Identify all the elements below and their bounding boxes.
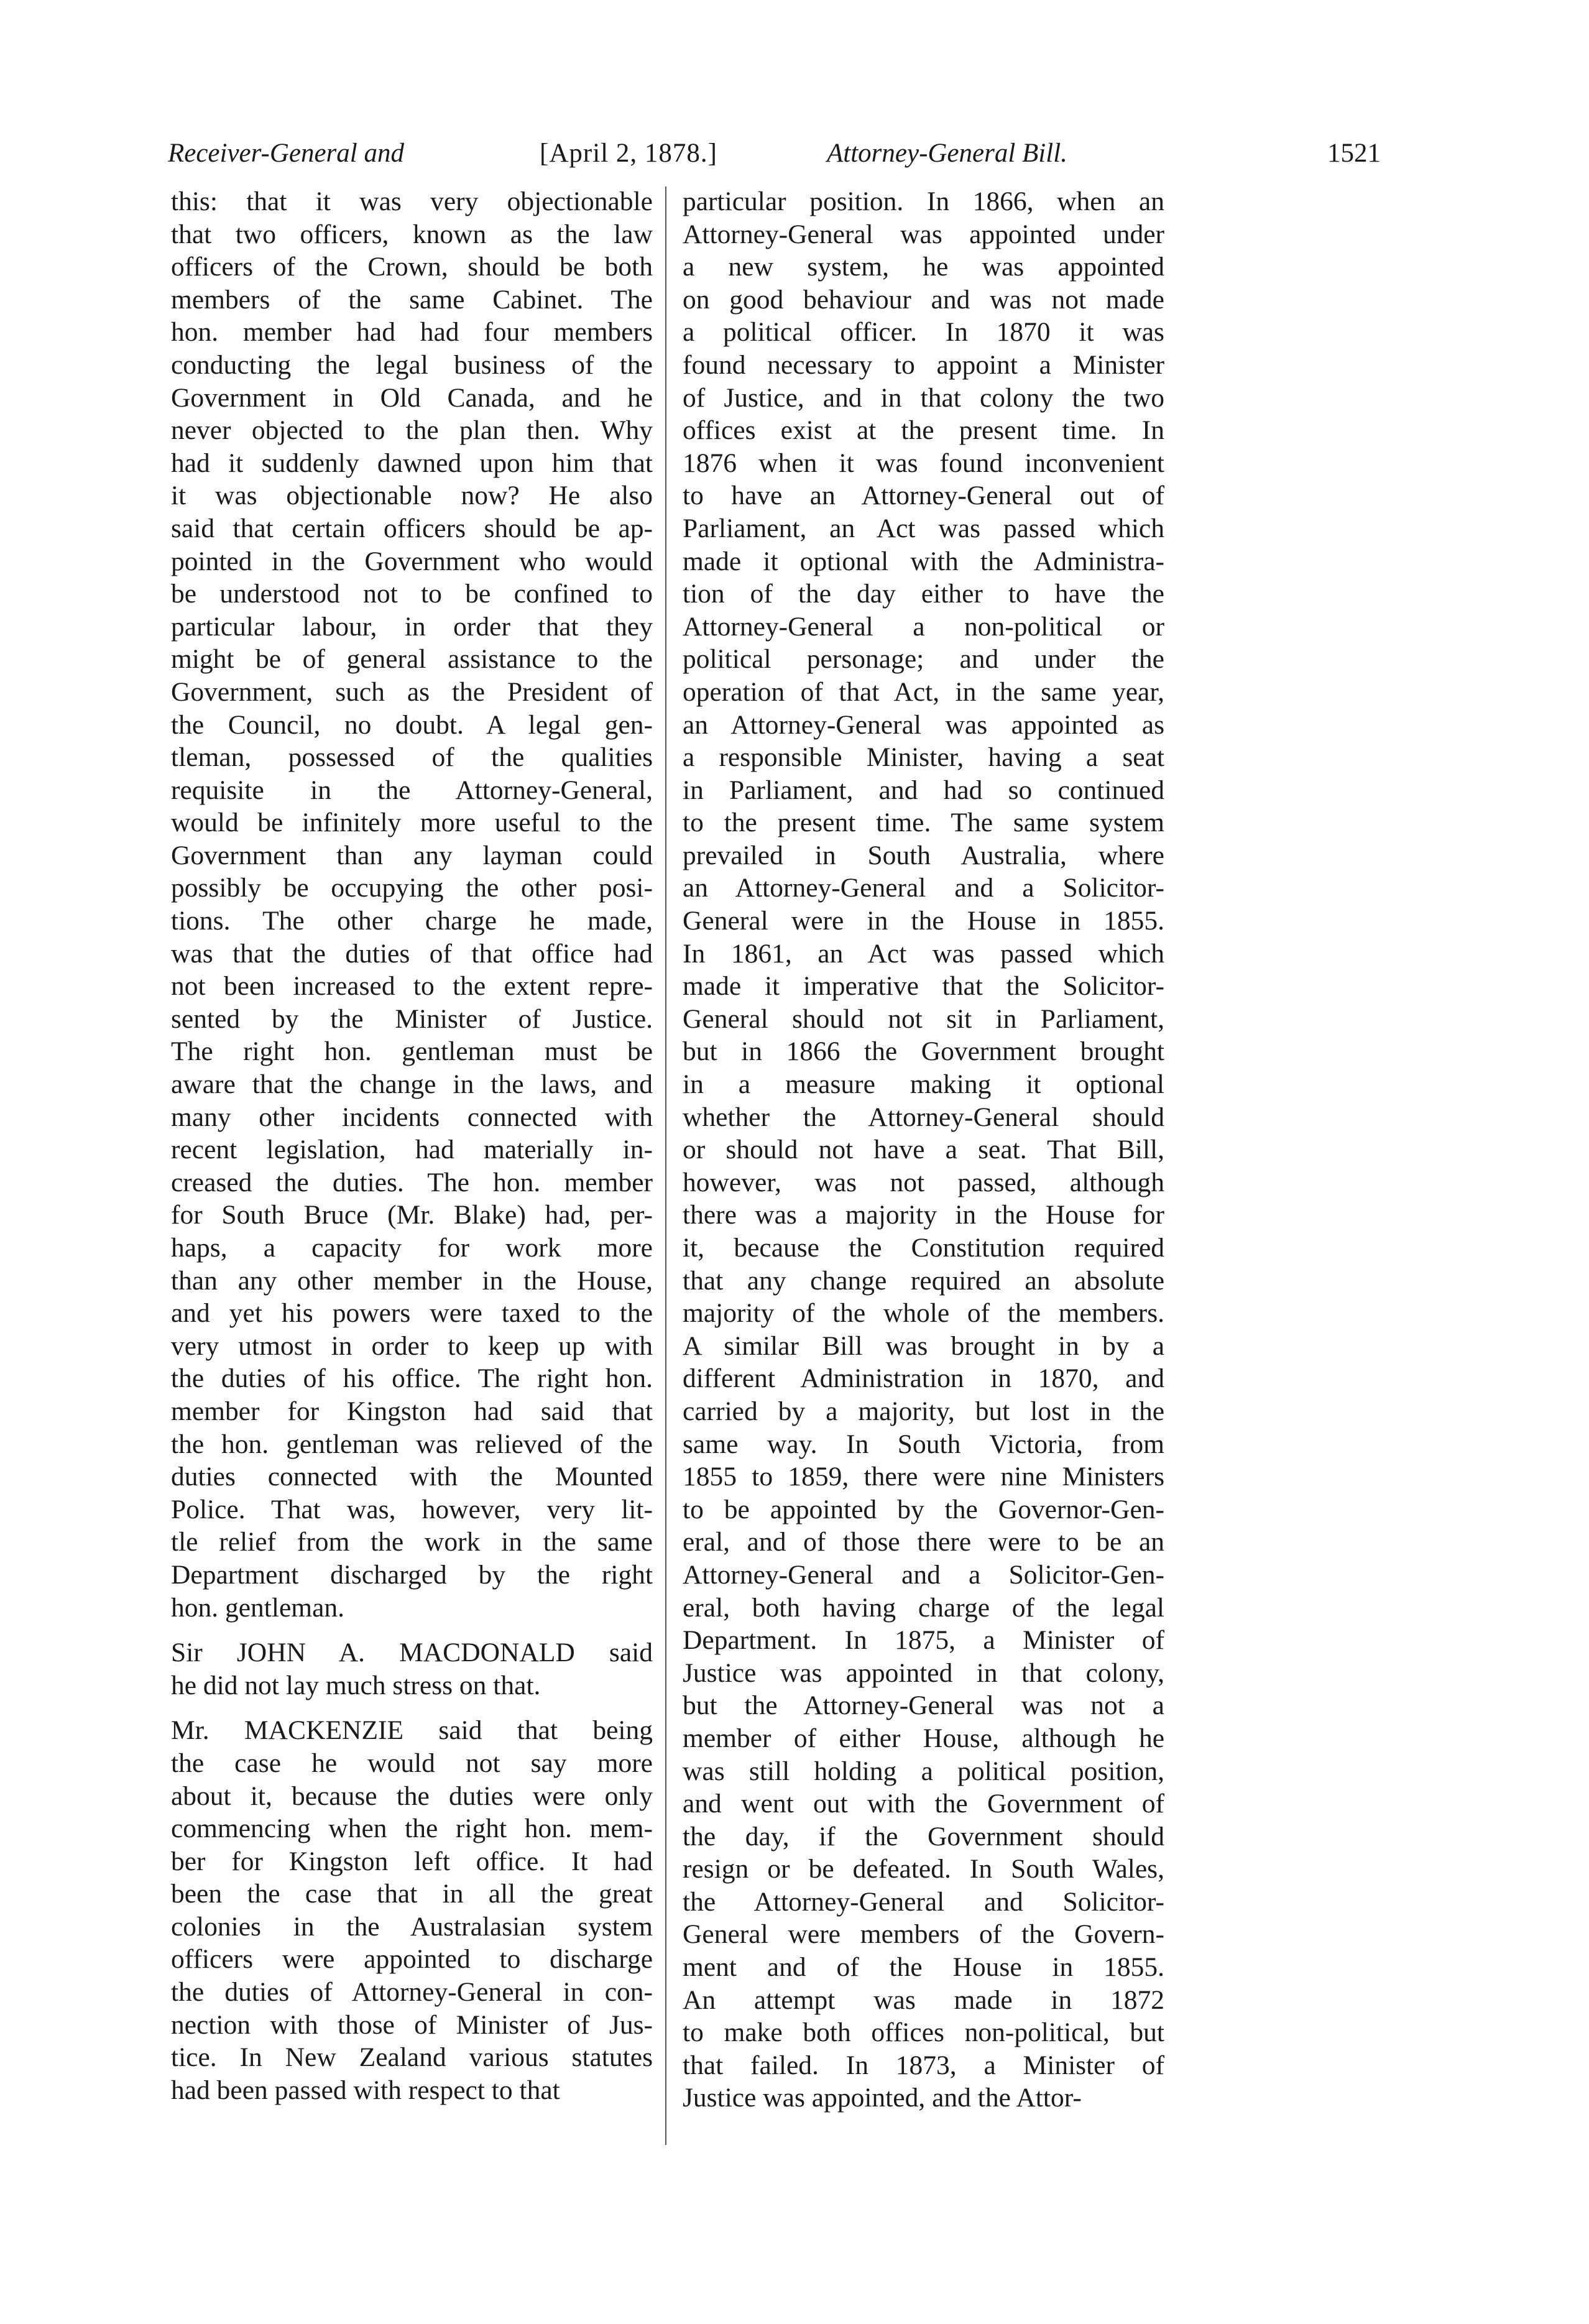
header-left-title: Receiver-General and bbox=[168, 139, 404, 168]
text-line: tle relief from the work in the same bbox=[171, 1527, 653, 1557]
text-line: had been passed with respect to that bbox=[171, 2075, 560, 2105]
text-line: pointed in the Government who would bbox=[171, 546, 653, 576]
text-line: majority of the whole of the members. bbox=[683, 1298, 1164, 1329]
text-line: Government in Old Canada, and he bbox=[171, 382, 653, 413]
text-line: it, because the Constitution required bbox=[683, 1233, 1164, 1263]
running-header bbox=[168, 132, 1436, 175]
text-line: 1876 when it was found inconvenient bbox=[683, 448, 1164, 478]
text-line: made it imperative that the Solicitor- bbox=[683, 971, 1164, 1002]
text-line: commencing when the right hon. mem- bbox=[171, 1814, 653, 1844]
text-line: Department. In 1875, a Minister of bbox=[683, 1625, 1164, 1656]
text-line: Sir JOHN A. MACDONALD said bbox=[171, 1638, 653, 1668]
text-line: colonies in the Australasian system bbox=[171, 1911, 653, 1942]
text-line: for South Bruce (Mr. Blake) had, per- bbox=[171, 1200, 653, 1230]
text-line: that two officers, known as the law bbox=[171, 219, 653, 249]
text-line: eral, and of those there were to be an bbox=[683, 1527, 1164, 1557]
text-line: the day, if the Government should bbox=[683, 1821, 1164, 1851]
text-line: conducting the legal business of the bbox=[171, 349, 653, 380]
text-line: been the case that in all the great bbox=[171, 1879, 653, 1909]
text-line: aware that the change in the laws, and bbox=[171, 1069, 653, 1100]
text-line: very utmost in order to keep up with bbox=[171, 1330, 653, 1361]
text-line: many other incidents connected with bbox=[171, 1102, 653, 1132]
text-line: the case he would not say more bbox=[171, 1748, 653, 1778]
text-line: An attempt was made in 1872 bbox=[683, 1985, 1164, 2015]
text-line: was that the duties of that office had bbox=[171, 938, 653, 969]
text-line: a political officer. In 1870 it was bbox=[683, 317, 1164, 348]
text-line: made it optional with the Administra- bbox=[683, 546, 1164, 576]
text-line: to the present time. The same system bbox=[683, 808, 1164, 838]
text-line: General were in the House in 1855. bbox=[683, 906, 1164, 936]
text-line: ment and of the House in 1855. bbox=[683, 1952, 1164, 1983]
text-line: ber for Kingston left office. It had bbox=[171, 1846, 653, 1876]
page-number: 1521 bbox=[1327, 139, 1381, 168]
text-line: but the Attorney-General was not a bbox=[683, 1690, 1164, 1721]
text-line: political personage; and under the bbox=[683, 644, 1164, 675]
text-line: hon. gentleman. bbox=[171, 1592, 345, 1623]
text-line: be understood not to be confined to bbox=[171, 579, 653, 609]
text-line: duties connected with the Mounted bbox=[171, 1462, 653, 1492]
text-line: possibly be occupying the other posi- bbox=[171, 873, 653, 903]
text-line: Attorney-General was appointed under bbox=[683, 219, 1164, 249]
text-line: nection with those of Minister of Jus- bbox=[171, 2009, 653, 2040]
text-line: this: that it was very objectionable bbox=[171, 187, 653, 216]
text-line: found necessary to appoint a Minister bbox=[683, 349, 1164, 380]
text-line: recent legislation, had materially in- bbox=[171, 1135, 653, 1165]
text-line: carried by a majority, but lost in the bbox=[683, 1396, 1164, 1426]
text-line: haps, a capacity for work more bbox=[171, 1233, 653, 1263]
text-line: requisite in the Attorney-General, bbox=[171, 775, 653, 805]
text-line: prevailed in South Australia, where bbox=[683, 840, 1164, 870]
header-date: [April 2, 1878.] bbox=[540, 139, 717, 168]
text-line: Police. That was, however, very lit- bbox=[171, 1494, 653, 1524]
right-text-column bbox=[683, 185, 1164, 2114]
text-line: said that certain officers should be ap- bbox=[171, 513, 653, 543]
text-line: particular position. In 1866, when an bbox=[683, 187, 1164, 216]
text-line: A similar Bill was brought in by a bbox=[683, 1330, 1164, 1361]
text-line: Justice was appointed in that colony, bbox=[683, 1658, 1164, 1688]
text-line: tion of the day either to have the bbox=[683, 579, 1164, 609]
text-line: of Justice, and in that colony the two bbox=[683, 382, 1164, 413]
text-line: he did not lay much stress on that. bbox=[171, 1670, 541, 1700]
text-line: about it, because the duties were only bbox=[171, 1781, 653, 1811]
text-line: Justice was appointed, and the Attor- bbox=[683, 2083, 1082, 2113]
text-line: it was objectionable now? He also bbox=[171, 481, 653, 511]
text-line: never objected to the plan then. Why bbox=[171, 415, 653, 446]
text-line: Government than any layman could bbox=[171, 840, 653, 870]
text-line: to be appointed by the Governor-Gen- bbox=[683, 1494, 1164, 1524]
text-line: that any change required an absolute bbox=[683, 1265, 1164, 1296]
text-line: a new system, he was appointed bbox=[683, 252, 1164, 282]
text-line: and yet his powers were taxed to the bbox=[171, 1298, 653, 1329]
text-line: the duties of Attorney-General in con- bbox=[171, 1977, 653, 2008]
text-line: hon. member had had four members bbox=[171, 317, 653, 348]
text-line: same way. In South Victoria, from bbox=[683, 1429, 1164, 1459]
text-line: resign or be defeated. In South Wales, bbox=[683, 1854, 1164, 1884]
text-line: however, was not passed, although bbox=[683, 1167, 1164, 1197]
text-line: member of either House, although he bbox=[683, 1723, 1164, 1753]
text-line: whether the Attorney-General should bbox=[683, 1102, 1164, 1132]
column-divider bbox=[665, 187, 666, 2145]
text-line: was still holding a political position, bbox=[683, 1756, 1164, 1786]
text-line: Attorney-General and a Solicitor-Gen- bbox=[683, 1559, 1164, 1590]
text-line: Mr. MACKENZIE said that being bbox=[171, 1715, 653, 1746]
text-line: than any other member in the House, bbox=[171, 1265, 653, 1296]
text-line: on good behaviour and was not made bbox=[683, 284, 1164, 315]
text-line: General were members of the Govern- bbox=[683, 1919, 1164, 1950]
text-line: offices exist at the present time. In bbox=[683, 415, 1164, 446]
text-line: and went out with the Government of bbox=[683, 1789, 1164, 1819]
text-line: eral, both having charge of the legal bbox=[683, 1592, 1164, 1623]
text-line: but in 1866 the Government brought bbox=[683, 1036, 1164, 1067]
text-line: members of the same Cabinet. The bbox=[171, 284, 653, 315]
text-line: member for Kingston had said that bbox=[171, 1396, 653, 1426]
text-line: had it suddenly dawned upon him that bbox=[171, 448, 653, 478]
text-line: particular labour, in order that they bbox=[171, 611, 653, 642]
text-line: Department discharged by the right bbox=[171, 1559, 653, 1590]
text-line: would be infinitely more useful to the bbox=[171, 808, 653, 838]
header-right-title: Attorney-General Bill. bbox=[827, 139, 1067, 168]
text-line: tice. In New Zealand various statutes bbox=[171, 2042, 653, 2073]
text-line: sented by the Minister of Justice. bbox=[171, 1003, 653, 1034]
text-line: Government, such as the President of bbox=[171, 676, 653, 707]
text-line: that failed. In 1873, a Minister of bbox=[683, 2050, 1164, 2080]
text-line: creased the duties. The hon. member bbox=[171, 1167, 653, 1197]
text-line: in Parliament, and had so continued bbox=[683, 775, 1164, 805]
text-line: an Attorney-General was appointed as bbox=[683, 709, 1164, 740]
text-line: General should not sit in Parliament, bbox=[683, 1003, 1164, 1034]
text-line: Attorney-General a non-political or bbox=[683, 611, 1164, 642]
text-line: operation of that Act, in the same year, bbox=[683, 676, 1164, 707]
text-line: the hon. gentleman was relieved of the bbox=[171, 1429, 653, 1459]
text-line: In 1861, an Act was passed which bbox=[683, 938, 1164, 969]
text-line: The right hon. gentleman must be bbox=[171, 1036, 653, 1067]
text-line: not been increased to the extent repre- bbox=[171, 971, 653, 1002]
text-line: or should not have a seat. That Bill, bbox=[683, 1135, 1164, 1165]
text-line: to make both offices non-political, but bbox=[683, 2017, 1164, 2048]
text-line: Parliament, an Act was passed which bbox=[683, 513, 1164, 543]
left-text-column bbox=[171, 185, 653, 2106]
text-line: a responsible Minister, having a seat bbox=[683, 742, 1164, 773]
text-line: officers were appointed to discharge bbox=[171, 1944, 653, 1975]
text-line: tions. The other charge he made, bbox=[171, 906, 653, 936]
text-line: an Attorney-General and a Solicitor- bbox=[683, 873, 1164, 903]
text-line: there was a majority in the House for bbox=[683, 1200, 1164, 1230]
text-line: in a measure making it optional bbox=[683, 1069, 1164, 1100]
text-line: the duties of his office. The right hon. bbox=[171, 1363, 653, 1394]
text-line: officers of the Crown, should be both bbox=[171, 252, 653, 282]
text-line: 1855 to 1859, there were nine Ministers bbox=[683, 1462, 1164, 1492]
text-line: the Council, no doubt. A legal gen- bbox=[171, 709, 653, 740]
text-line: the Attorney-General and Solicitor- bbox=[683, 1886, 1164, 1917]
text-line: might be of general assistance to the bbox=[171, 644, 653, 675]
text-line: to have an Attorney-General out of bbox=[683, 481, 1164, 511]
text-line: tleman, possessed of the qualities bbox=[171, 742, 653, 773]
text-line: different Administration in 1870, and bbox=[683, 1363, 1164, 1394]
